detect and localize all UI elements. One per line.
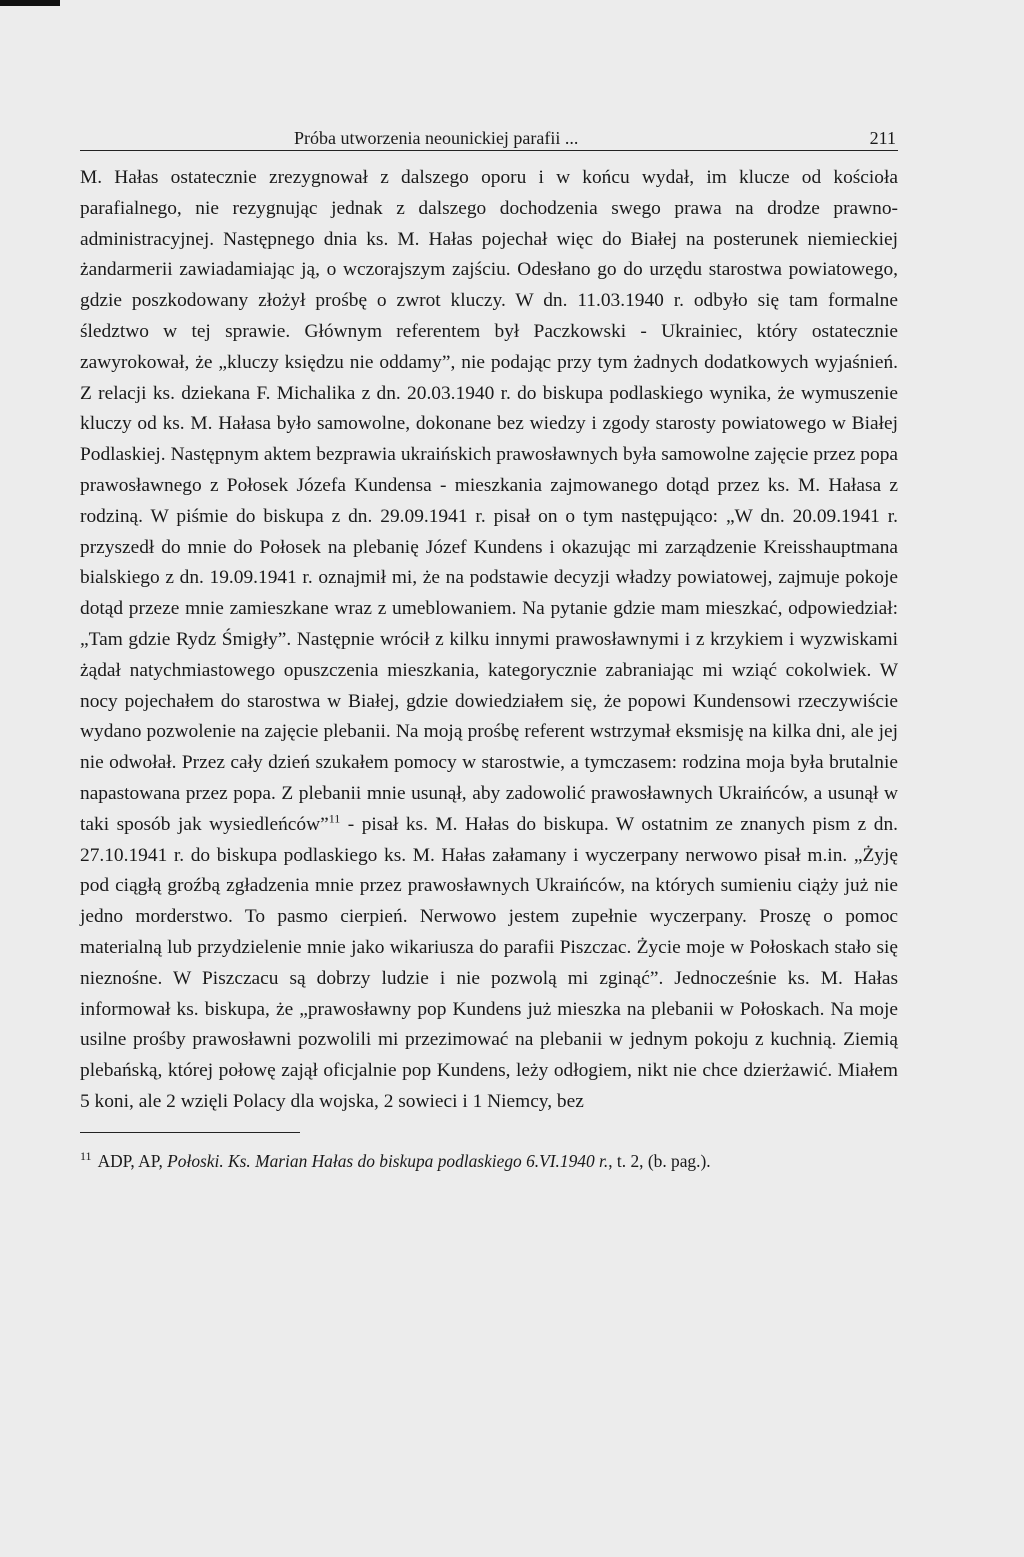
footnote-suffix: , t. 2, (b. pag.). [608,1150,711,1171]
body-text-part-1: M. Hałas ostatecznie zrezygnował z dalszego oporu i w końcu wydał, im klucze od kościoła parafialnego, nie rezygnując jednak z dalszego dochodzenia swego prawa na drodze prawno-administracyjnej. Następnego dnia ks. M. Hałas pojechał więc do Białej na posterunek niemieckiej żandarmerii zawiadamiając ją, o wczorajszym zajściu. Odesłano go do urzędu starostwa powiatowego, gdzie poszkodowany złożył prośbę o zwrot kluczy. W dn. 11.03.1940 r. odbyło się tam formalne śledztwo w tej sprawie. Głównym referentem był Paczkowski - Ukrainiec, który ostatecznie zawyrokował, że „kluczy księdzu nie oddamy”, nie podając przy tym żadnych dodatkowych wyjaśnień. Z relacji ks. dziekana F. Michalika z dn. 20.03.1940 r. do biskupa podlaskiego wynika, że wymuszenie kluczy od ks. M. Hałasa było samowolne, dokonane bez wiedzy i zgody starosty powiatowego w Białej Podlaskiej. Następnym aktem bezprawia ukraińskich prawosławnych była samowolne zajęcie przez popa prawosławnego z Połosek Józefa Kundensa - mieszkania zajmowanego dotąd przez ks. M. Hałasa z rodziną. W piśmie do biskupa z dn. 29.09.1941 r. pisał on o tym następująco: „W dn. 20.09.1941 r. przyszedł do mnie do Połosek na plebanię Józef Kundens i okazując mi zarządzenie Kreisshauptmana bialskiego z dn. 19.09.1941 r. oznajmił mi, że na podstawie decyzji władzy powiatowej, zajmuje pokoje dotąd przeze mnie zamieszkane wraz z umeblowaniem. Na pytanie gdzie mam mieszkać, odpowiedział: „Tam gdzie Rydz Śmigły”. Następnie wrócił z kilku innymi prawosławnymi i z krzykiem i wyzwiskami żądał natychmiastowego opuszczenia mieszkania, kategorycznie zabraniając mi wziąć cokolwiek. W nocy pojechałem do starostwa w Białej, gdzie dowiedziałem się, że popowi Kundensowi rzeczywiście wydano pozwolenie na zajęcie plebanii. Na moją prośbę referent wstrzymał eksmisję na kilka dni, ale jej nie odwołał. Przez cały dzień szukałem pomocy w starostwie, a tymczasem: rodzina moja była brutalnie napastowana przez popa. Z plebanii mnie usunął, aby zadowolić prawosławnych Ukraińców, a usunął w taki sposób jak wysiedleńców” [80,167,898,835]
footnote-prefix: ADP, AP, [97,1150,168,1171]
footnote-number: 11 [80,1148,92,1163]
footnote-italic-title: Połoski. Ks. Marian Hałas do biskupa podlaskiego 6.VI.1940 r. [167,1150,609,1171]
scan-corner-mark [0,0,60,6]
running-head [80,120,898,151]
footnote [80,1149,898,1173]
page-number: 211 [869,128,896,148]
body-text-part-2: - pisał ks. M. Hałas do biskupa. W ostatnim ze znanych pism z dn. 27.10.1941 r. do biskupa podlaskiego ks. M. Hałas załamany i wyczerpany nerwowo pisał m.in. „Żyję pod ciągłą groźbą zgładzenia mnie przez prawosławnych Ukraińców, na których sumieniu ciąży już nie jedno morderstwo. To pasmo cierpień. Nerwowo jestem zupełnie wyczerpany. Proszę o pomoc materialną lub przydzielenie mnie jako wikariusza do parafii Piszczac. Życie moje w Połoskach stało się nieznośne. W Piszczacu są dobrzy ludzie i nie pozwolą mi zginąć”. Jednocześnie ks. M. Hałas informował ks. biskupa, że „prawosławny pop Kundens już mieszka na plebanii w Połoskach. Na moje usilne prośby prawosławni pozwolili mi przezimować na plebanii w jednym pokoju z kuchnią. Ziemią plebańską, której połowę zajął oficjalnie pop Kundens, leży odłogiem, nikt nie chce dzierżawić. Miałem 5 koni, ale 2 wzięli Polacy dla wojska, 2 sowieci i 1 Niemcy, bez [80,813,899,1112]
footnote-reference[interactable]: 11 [328,811,341,826]
body-paragraph [80,163,898,1118]
book-page [80,120,898,1173]
footnote-divider [80,1132,300,1133]
running-head-title: Próba utworzenia neounickiej parafii ... [294,128,579,148]
